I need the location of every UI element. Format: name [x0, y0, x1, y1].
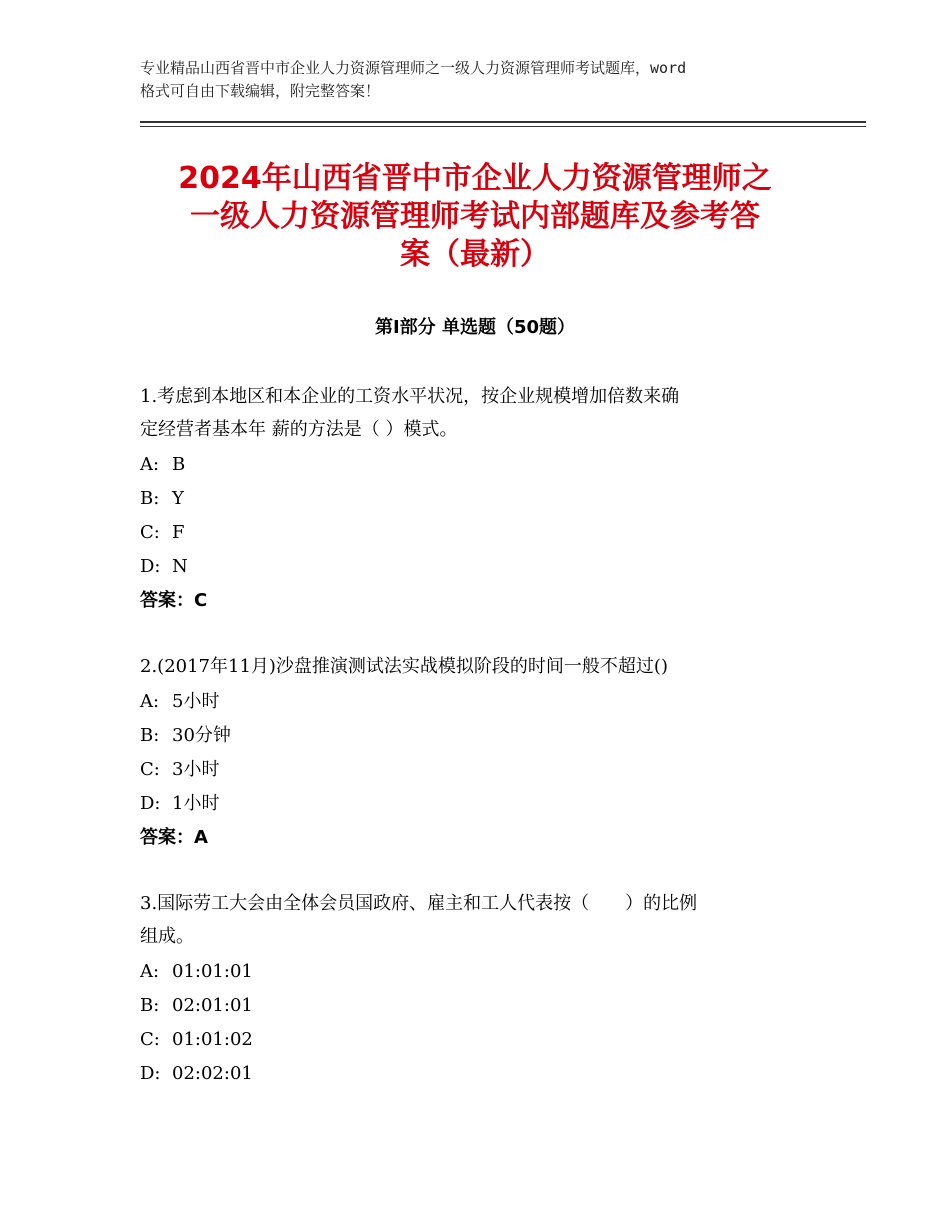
option-d: [140, 787, 810, 821]
option-text: 5小时: [172, 691, 220, 712]
header-rule-thin: [140, 126, 866, 127]
option-d: [140, 1057, 810, 1091]
header-note-line-2: 格式可自由下载编辑，附完整答案！: [140, 82, 381, 100]
header-note-line-1: 专业精品山西省晋中市企业人力资源管理师之一级人力资源管理师考试题库，word: [140, 59, 687, 77]
option-text: 1小时: [172, 793, 220, 814]
option-text: N: [172, 556, 188, 577]
option-b: [140, 482, 810, 516]
title-line-2: 一级人力资源管理师考试内部题库及参考答: [190, 199, 760, 234]
document-title: [140, 160, 810, 274]
question-list: [140, 380, 810, 1123]
question-3: [140, 887, 810, 1091]
title-line-3: 案（最新）: [400, 237, 550, 272]
question-stem-line: 3.国际劳工大会由全体会员国政府、雇主和工人代表按（ ）的比例: [140, 893, 698, 914]
answer: [140, 821, 810, 855]
option-a: [140, 685, 810, 719]
question-stem-line: 1.考虑到本地区和本企业的工资水平状况，按企业规模增加倍数来确: [140, 386, 680, 407]
title-line-1: 2024年山西省晋中市企业人力资源管理师之: [178, 161, 772, 196]
option-key: B:: [140, 488, 160, 509]
option-key: A:: [140, 691, 160, 712]
question-stem: [140, 650, 810, 683]
option-text: F: [172, 522, 185, 543]
question-1: [140, 380, 810, 618]
option-key: A:: [140, 961, 160, 982]
answer-value: A: [194, 827, 208, 848]
question-stem: [140, 887, 810, 953]
option-text: 01:01:01: [172, 961, 253, 982]
option-text: 02:02:01: [172, 1063, 253, 1084]
question-stem-line: 2.(2017年11月)沙盘推演测试法实战模拟阶段的时间一般不超过(): [140, 656, 668, 677]
option-key: C:: [140, 1029, 160, 1050]
question-2: [140, 650, 810, 855]
option-key: C:: [140, 759, 160, 780]
option-key: B:: [140, 725, 160, 746]
option-key: D:: [140, 556, 161, 577]
option-a: [140, 955, 810, 989]
option-text: 30分钟: [172, 725, 231, 746]
question-stem-line: 组成。: [140, 926, 194, 947]
option-text: B: [172, 454, 186, 475]
answer-label: 答案：: [140, 827, 194, 848]
option-key: D:: [140, 793, 161, 814]
option-key: D:: [140, 1063, 161, 1084]
header-rule-thick: [140, 121, 866, 123]
option-c: [140, 516, 810, 550]
option-c: [140, 753, 810, 787]
option-text: 01:01:02: [172, 1029, 253, 1050]
option-text: 3小时: [172, 759, 220, 780]
option-key: C:: [140, 522, 160, 543]
option-text: Y: [172, 488, 184, 509]
answer-label: 答案：: [140, 590, 194, 611]
section-title: 第Ⅰ部分 单选题（50题）: [374, 317, 575, 338]
question-stem-line: 定经营者基本年 薪的方法是（ ）模式。: [140, 419, 458, 440]
option-d: [140, 550, 810, 584]
option-key: B:: [140, 995, 160, 1016]
option-text: 02:01:01: [172, 995, 253, 1016]
option-a: [140, 448, 810, 482]
option-b: [140, 719, 810, 753]
option-key: A:: [140, 454, 160, 475]
option-c: [140, 1023, 810, 1057]
header-note: [140, 57, 820, 103]
answer-value: C: [194, 590, 208, 611]
question-stem: [140, 380, 810, 446]
answer: [140, 584, 810, 618]
option-b: [140, 989, 810, 1023]
